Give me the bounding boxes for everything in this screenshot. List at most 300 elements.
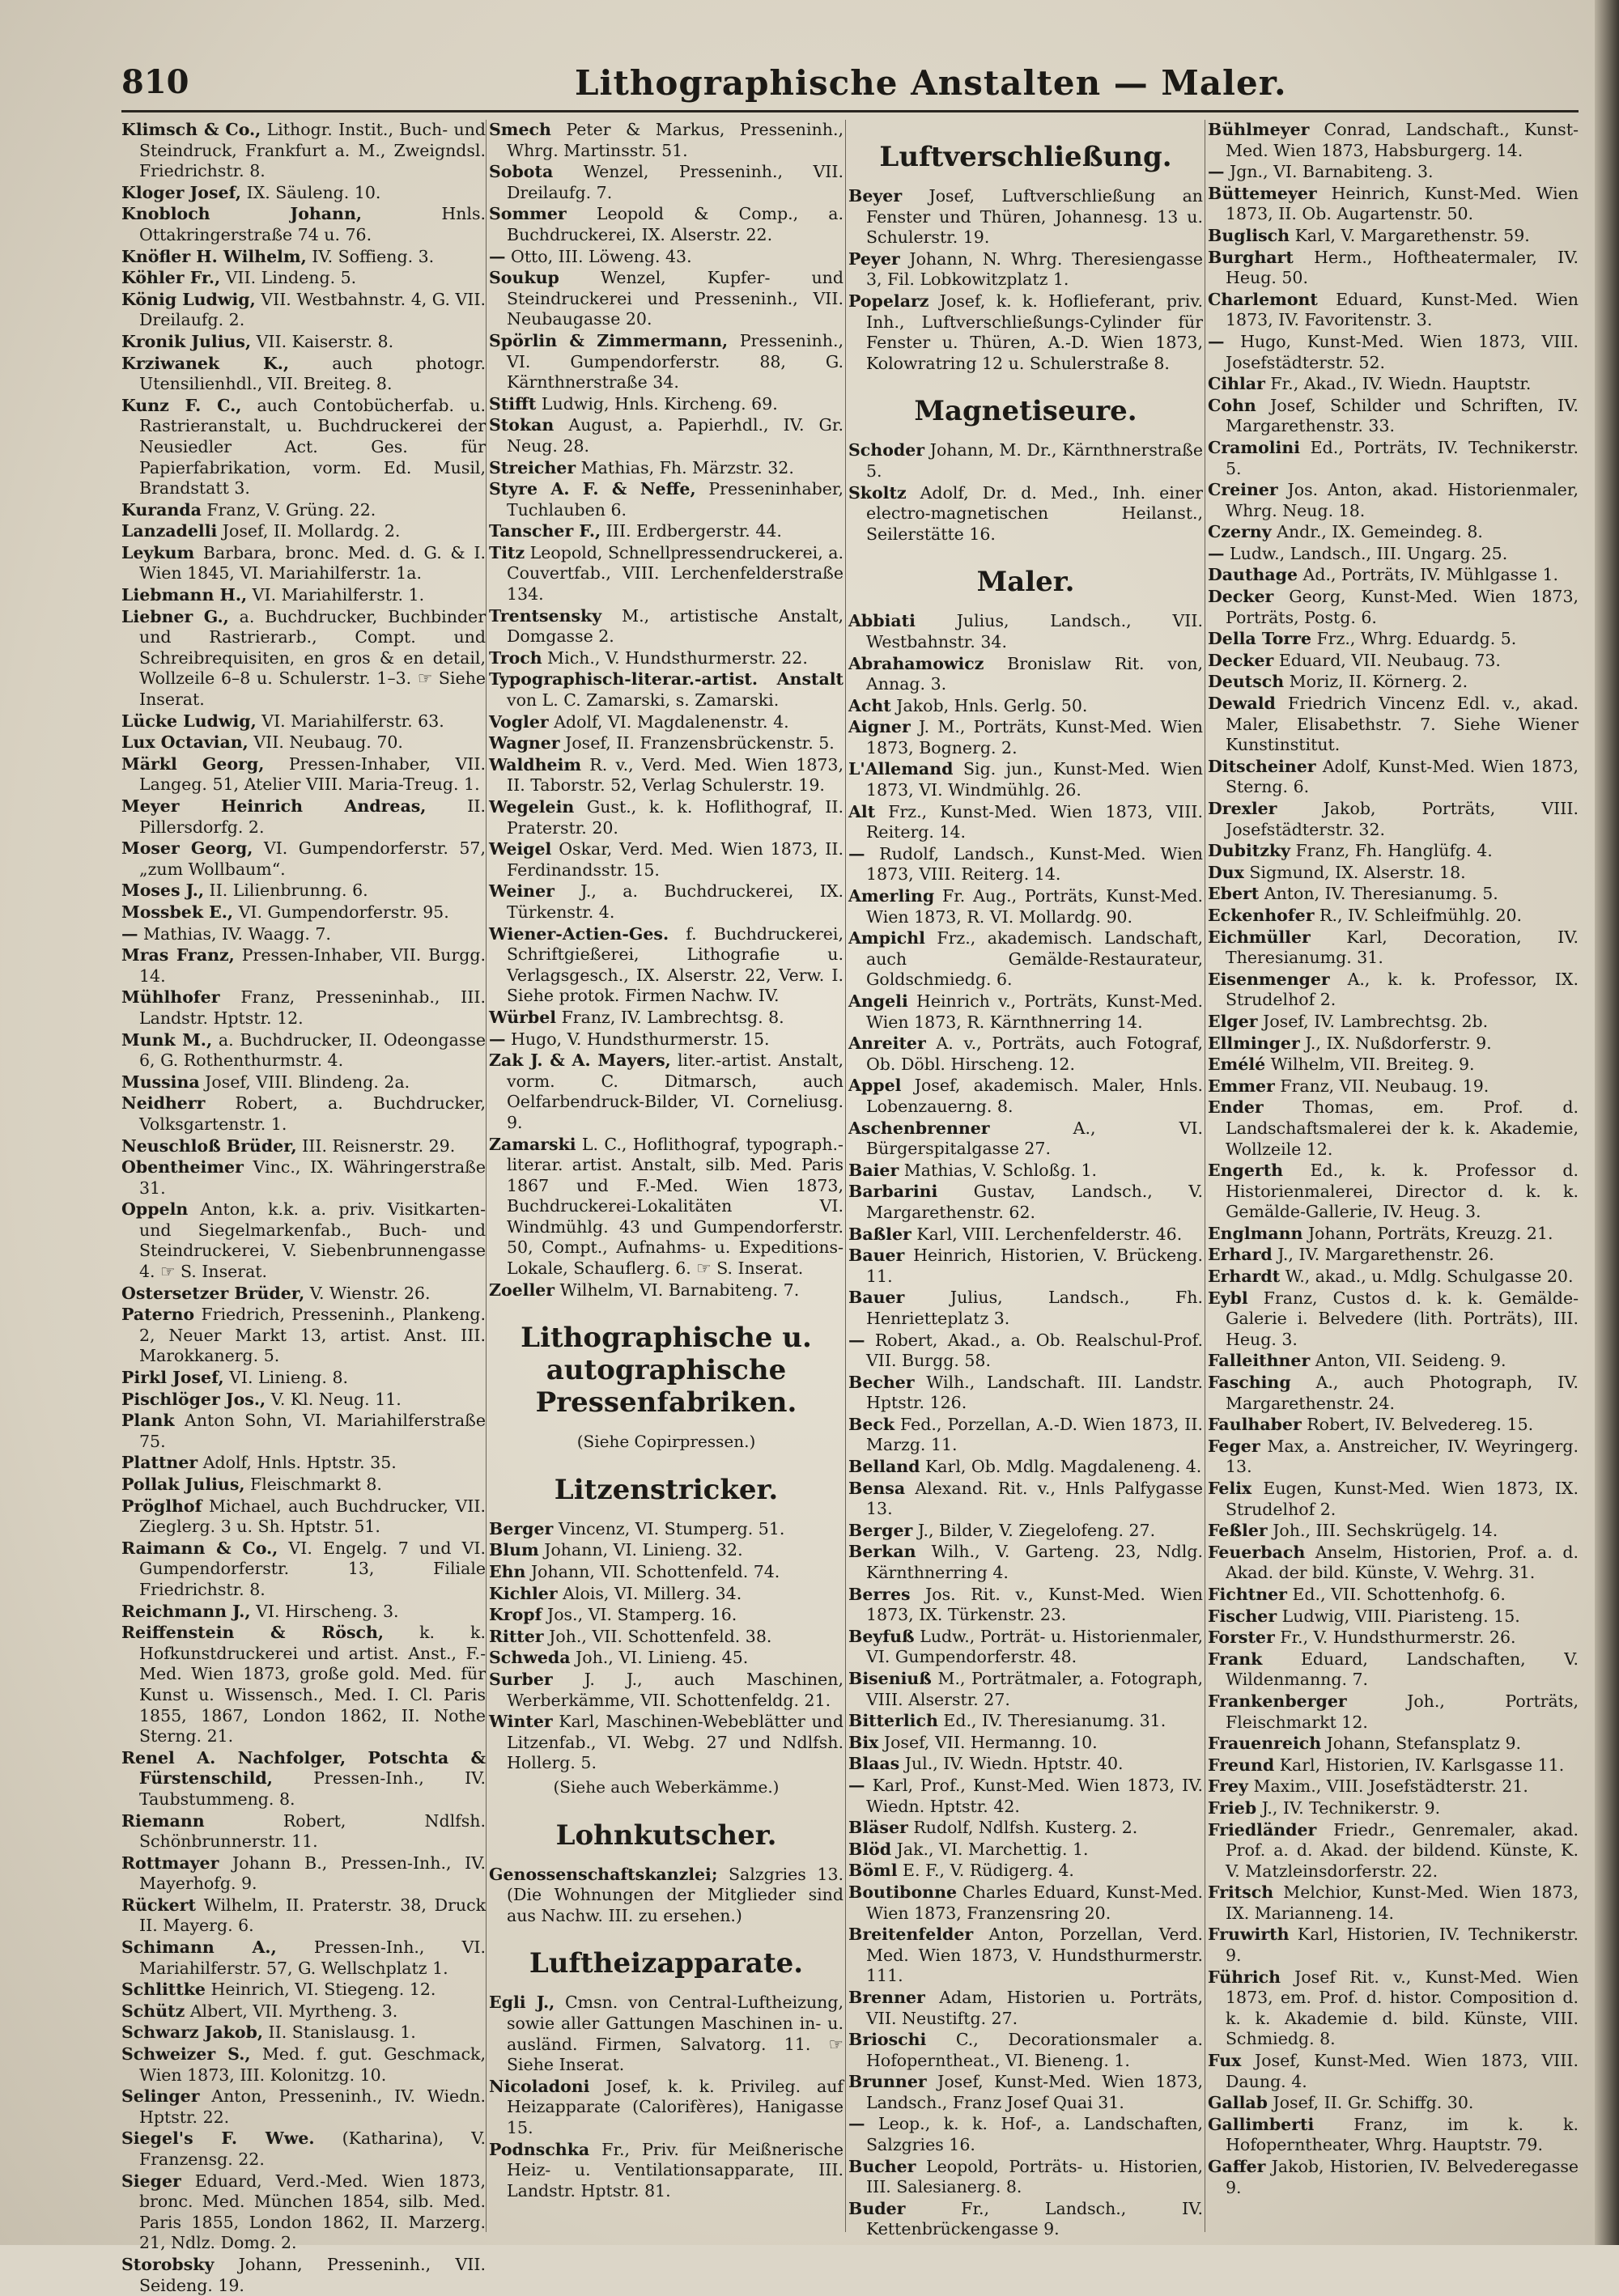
- entry-name: Frank: [1208, 1649, 1263, 1669]
- entry-details: Joh., VI. Linieng. 45.: [570, 1648, 749, 1668]
- entry-name: Bucher: [848, 2156, 916, 2176]
- entry-name: Weigel: [489, 839, 552, 859]
- entry-details: Fr., Landsch., IV. Kettenbrückengasse 9.: [866, 2198, 1203, 2239]
- directory-entry: [848, 802, 1203, 843]
- entry-name: Fischer: [1208, 1606, 1277, 1626]
- entry-details: Josef, IV. Lambrechtsg. 2b.: [1257, 1011, 1489, 1031]
- entry-details: Pressen-Inh., IV. Taubstummeng. 8.: [139, 1768, 486, 1809]
- entry-details: Jos. Anton, akad. Historienmaler, Whrg. Neug. 18.: [1226, 480, 1579, 520]
- entry-name: Trentsensky: [489, 605, 602, 626]
- entry-details: J., IV. Technikerstr. 9.: [1256, 1797, 1441, 1818]
- running-title: Lithographische Anstalten — Maler.: [575, 63, 1287, 103]
- entry-details: Melchior, Kunst-Med. Wien 1873, IX. Marianneng. 14.: [1226, 1882, 1579, 1923]
- section-title: Litzenstricker.: [554, 1473, 779, 1506]
- directory-entry: [121, 987, 486, 1029]
- entry-name: Mühlhofer: [121, 987, 220, 1008]
- entry-name: Angeli: [848, 991, 908, 1011]
- entry-details: Ad., Porträts, IV. Mühlgasse 1.: [1298, 565, 1559, 585]
- entry-details: Pressen-Inh., VI. Mariahilferstr. 57, G. Wellschplatz 1.: [139, 1937, 486, 1978]
- directory-entry: [121, 120, 486, 182]
- entry-details: Max, a. Anstreicher, IV. Weyringerg. 13.: [1226, 1436, 1579, 1477]
- entry-details: A., auch Photograph, IV. Margarethenstr. 24.: [1226, 1373, 1579, 1413]
- entry-name: Dauthage: [1208, 565, 1298, 585]
- section-title: Lithographische u. autographische Pressenfabriken.: [521, 1322, 812, 1420]
- entry-details: Frz., Kunst-Med. Wien 1873, VIII. Reiterg. 14.: [866, 801, 1203, 842]
- entry-name: Riemann: [121, 1810, 205, 1831]
- entry-name: Gallab: [1208, 2093, 1268, 2113]
- entry-details: IX. Säuleng. 10.: [241, 182, 381, 202]
- directory-entry: [489, 606, 843, 647]
- entry-details: J., a. Buchdruckerei, IX. Türkenstr. 4.: [507, 881, 843, 922]
- page-header: [121, 63, 1579, 112]
- entry-name: Dewald: [1208, 694, 1276, 714]
- entry-name: Beck: [848, 1414, 895, 1434]
- directory-entry: [489, 1050, 843, 1133]
- directory-entry: [1208, 651, 1579, 672]
- entry-details: Andr., IX. Gemeindeg. 8.: [1271, 522, 1483, 542]
- directory-entry: [848, 1733, 1203, 1754]
- directory-entry: [1208, 1437, 1579, 1478]
- entry-details: Josef, k. k. Privileg. auf Heizapparate (Calorifères), Hanigasse 15.: [507, 2076, 843, 2137]
- section-title: Luftheizapparate.: [529, 1947, 804, 1980]
- entry-name: Munk M.,: [121, 1029, 213, 1050]
- directory-entry: [848, 1988, 1203, 2029]
- entry-name: Dux: [1208, 862, 1244, 882]
- directory-entry: [121, 838, 486, 880]
- entry-name: Czerny: [1208, 522, 1272, 542]
- directory-entry: [848, 291, 1203, 374]
- directory-entry: [121, 607, 486, 711]
- directory-entry: [121, 2044, 486, 2086]
- directory-entry: [121, 1072, 486, 1093]
- entry-name: Rottmayer: [121, 1853, 219, 1873]
- entry-name: Faulhaber: [1208, 1415, 1302, 1435]
- directory-entry: [1208, 226, 1579, 247]
- entry-details: Thomas, em. Prof. d. Landschaftsmalerei der k. k. Akademie, Wollzeile 12.: [1226, 1097, 1579, 1159]
- entry-details: Ludw., Landsch., III. Ungarg. 25.: [1224, 543, 1508, 563]
- directory-entry: [848, 1669, 1203, 1710]
- entry-name: —: [848, 1330, 865, 1350]
- entry-details: VI. Linieng. 8.: [223, 1368, 349, 1388]
- section-title: Luftverschließung.: [879, 141, 1172, 173]
- entry-details: Barbara, bronc. Med. d. G. & I. Wien 1845, VI. Mariahilferstr. 1a.: [139, 542, 486, 584]
- entry-name: Bensa: [848, 1478, 906, 1498]
- entry-details: Vincenz, VI. Stumperg. 51.: [553, 1518, 785, 1538]
- directory-entry: [489, 1865, 843, 1927]
- directory-entry: [848, 1118, 1203, 1160]
- entry-details: Frz., Whrg. Eduardg. 5.: [1311, 629, 1517, 649]
- entry-name: Selinger: [121, 2086, 200, 2107]
- entry-details: VI. Mariahilferstr. 1.: [247, 585, 425, 605]
- entry-name: Tanscher F.,: [489, 521, 601, 541]
- directory-entry: [1208, 1351, 1579, 1372]
- directory-entry: [1208, 672, 1579, 693]
- entry-details: VII. Kaiserstr. 8.: [251, 331, 394, 351]
- entry-details: VI. Mariahilferstr. 63.: [256, 711, 444, 731]
- directory-entry: [489, 1280, 843, 1301]
- entry-name: Reiffenstein & Rösch,: [121, 1623, 385, 1643]
- entry-name: Egli J.,: [489, 1993, 555, 2013]
- directory-entry: [848, 2157, 1203, 2198]
- entry-name: Spörlin & Zimmermann,: [489, 330, 729, 350]
- entry-details: Eugen, Kunst-Med. Wien 1873, IX. Strudelhof 2.: [1226, 1479, 1579, 1519]
- entry-name: Lanzadelli: [121, 521, 218, 541]
- entry-details: Adolf, Hnls. Hptstr. 35.: [198, 1453, 397, 1473]
- directory-entry: [489, 1008, 843, 1029]
- entry-details: J. M., Porträts, Kunst-Med. Wien 1873, Bognerg. 2.: [866, 717, 1203, 758]
- entry-details: Friedr., Genremaler, akad. Prof. a. d. Akad. der bildend. Künste, K. V. Matzleinsdorferstr. 22.: [1226, 1819, 1579, 1881]
- directory-entry: [121, 1093, 486, 1135]
- entry-name: Popelarz: [848, 291, 929, 311]
- entry-details: Mathias, IV. Waagg. 7.: [138, 923, 331, 944]
- entry-details: Adolf, VI. Magdalenenstr. 4.: [548, 711, 789, 732]
- entry-details: Anton, Porzellan, Verd. Med. Wien 1873, V. Hundsthurmerstr. 111.: [866, 1925, 1203, 1986]
- directory-entry: [848, 2072, 1203, 2113]
- entry-details: Joh., III. Sechskrügelg. 14.: [1267, 1521, 1498, 1541]
- entry-details: Albert, VII. Myrtheng. 3.: [185, 2001, 398, 2021]
- entry-details: Jul., IV. Wiedn. Hptstr. 40.: [899, 1754, 1124, 1774]
- entry-details: VI. Engelg. 7 und VI. Gumpendorferstr. 13, Filiale Friedrichstr. 8.: [139, 1538, 487, 1599]
- entry-details: W., akad., u. Mdlg. Schulgasse 20.: [1280, 1267, 1574, 1287]
- directory-entry: [1208, 1097, 1579, 1160]
- entry-name: L'Allemand: [848, 759, 954, 779]
- entry-name: Frankenberger: [1208, 1691, 1347, 1711]
- directory-entry: [1208, 2115, 1579, 2156]
- entry-details: Karl, Ob. Mdlg. Magdaleneng. 4.: [920, 1457, 1202, 1477]
- directory-entry: [848, 1521, 1203, 1542]
- entry-name: Waldheim: [489, 754, 582, 775]
- entry-name: Bauer: [848, 1246, 905, 1266]
- entry-details: Anton, IV. Theresianumg. 5.: [1259, 884, 1498, 904]
- entry-name: Della Torre: [1208, 629, 1312, 649]
- entry-name: Bitterlich: [848, 1711, 938, 1731]
- entry-name: Belland: [848, 1457, 920, 1477]
- page-number: 810: [121, 63, 189, 101]
- entry-name: Podnschka: [489, 2139, 590, 2159]
- directory-entry: [489, 331, 843, 393]
- directory-entry: [121, 732, 486, 753]
- entry-details: Leopold, Schnellpressendruckerei, a. Couvertfab., VIII. Lerchenfelderstraße 134.: [507, 542, 843, 605]
- entry-name: Skoltz: [848, 482, 907, 503]
- entry-details: von L. C. Zamarski, s. Zamarski.: [507, 690, 780, 711]
- entry-details: Presseninhaber, Tuchlauben 6.: [507, 479, 843, 520]
- entry-details: R., IV. Schleifmühlg. 20.: [1314, 905, 1523, 925]
- entry-details: J., IV. Margarethenstr. 26.: [1272, 1245, 1494, 1265]
- directory-entry: [1208, 120, 1579, 161]
- entry-name: Breitenfelder: [848, 1925, 974, 1945]
- entry-details: Josef, Schilder und Schriften, IV. Margarethenstr. 33.: [1226, 395, 1579, 436]
- directory-entry: [848, 717, 1203, 758]
- entry-name: Neuschloß Brüder,: [121, 1135, 297, 1156]
- directory-entry: [1208, 1585, 1579, 1606]
- entry-details: Adolf, Kunst-Med. Wien 1873, Sterng. 6.: [1226, 756, 1579, 797]
- entry-details: Hugo, Kunst-Med. Wien 1873, VIII. Josefstädterstr. 52.: [1224, 331, 1579, 372]
- entry-name: Lücke Ludwig,: [121, 711, 257, 731]
- entry-details: Leop., k. k. Hof-, a. Landschaften, Salzgries 16.: [865, 2114, 1203, 2155]
- entry-name: Leykum: [121, 542, 195, 562]
- directory-entry: [121, 1602, 486, 1623]
- entry-name: Plattner: [121, 1453, 198, 1473]
- entry-details: a. Buchdrucker, II. Odeongasse 6, G. Rothenthurmstr. 4.: [139, 1029, 486, 1071]
- entry-name: Erhard: [1208, 1245, 1273, 1265]
- entry-name: König Ludwig,: [121, 289, 256, 309]
- entry-name: Feßler: [1208, 1521, 1268, 1541]
- directory-entry: [121, 1748, 486, 1810]
- entry-name: Forster: [1208, 1628, 1275, 1648]
- entry-name: Surber: [489, 1670, 553, 1689]
- entry-details: II. Lilienbrunng. 6.: [204, 881, 368, 901]
- entry-name: Knobloch Johann,: [121, 204, 363, 224]
- entry-name: Pirkl Josef,: [121, 1368, 224, 1388]
- directory-entry: [489, 1540, 843, 1561]
- entry-details: auch Contobücherfab. u. Rastrieranstalt, u. Buchdruckerei der Neusiedler Act. Ges. für Papierfabrikation, vorm. Ed. Musil, Brandstatt 3.: [139, 395, 487, 499]
- entry-name: Burghart: [1208, 247, 1294, 267]
- entry-details: Lithogr. Instit., Buch- und Steindruck, Frankfurt a. M., Zweigndsl. Friedrichstr. 8.: [139, 120, 486, 181]
- entry-name: Freund: [1208, 1755, 1275, 1775]
- directory-entry: [489, 733, 843, 754]
- entry-details: V. Kl. Neug. 11.: [266, 1389, 402, 1409]
- entry-name: Buglisch: [1208, 225, 1290, 245]
- entry-details: (Katharina), V. Franzensg. 22.: [139, 2128, 487, 2169]
- directory-entry: [121, 2086, 486, 2128]
- entry-details: Robert, a. Buchdrucker, Volksgartenstr. 1.: [139, 1093, 486, 1134]
- entry-name: Frieb: [1208, 1797, 1257, 1818]
- entry-details: Josef, Kunst-Med. Wien 1873, VIII. Daung. 4.: [1226, 2051, 1579, 2091]
- entry-details: Josef, VII. Hermanng. 10.: [878, 1732, 1098, 1752]
- directory-entry: [848, 1330, 1203, 1372]
- entry-name: Blöd: [848, 1839, 892, 1859]
- directory-entry: [121, 881, 486, 902]
- directory-entry: [121, 1538, 486, 1601]
- entry-name: Stifft: [489, 393, 537, 414]
- directory-entry: [121, 1136, 486, 1157]
- directory-entry: [489, 1712, 843, 1774]
- directory-entry: [848, 1224, 1203, 1246]
- entry-name: Schwarz Jakob,: [121, 2022, 264, 2043]
- entry-details: Johann, VI. Linieng. 32.: [538, 1540, 743, 1560]
- directory-entry: [121, 1368, 486, 1389]
- entry-name: Deutsch: [1208, 672, 1285, 692]
- entry-name: Kichler: [489, 1583, 558, 1603]
- entry-details: VI. Gumpendorferstr. 95.: [233, 902, 449, 922]
- entry-details: Fleischmarkt 8.: [244, 1475, 382, 1494]
- directory-entry: [489, 1993, 843, 2075]
- entry-name: Märkl Georg,: [121, 753, 265, 774]
- entry-details: VI. Hirscheng. 3.: [250, 1601, 399, 1621]
- entry-details: Jgn., VI. Barnabiteng. 3.: [1224, 162, 1434, 182]
- entry-details: Frz., akademisch. Landschaft, auch Gemälde-Restaurateur, Goldschmiedg. 6.: [866, 928, 1203, 990]
- directory-entry: [489, 1584, 843, 1605]
- directory-entry: [1208, 1691, 1579, 1733]
- directory-entry: [848, 759, 1203, 800]
- entry-details: Fr., Akad., IV. Wiedn. Hauptstr.: [1264, 374, 1532, 394]
- entry-name: Storobsky: [121, 2254, 215, 2274]
- directory-entry: [489, 1627, 843, 1648]
- section-title: Maler.: [976, 566, 1075, 599]
- entry-name: Klimsch & Co.,: [121, 120, 261, 139]
- entry-details: Wilhelm, VI. Barnabiteng. 7.: [555, 1280, 800, 1300]
- entry-name: Erhardt: [1208, 1267, 1281, 1287]
- entry-name: Soukup: [489, 268, 559, 288]
- entry-name: Ellminger: [1208, 1033, 1300, 1053]
- entry-details: Robert, IV. Belvedereg. 15.: [1301, 1415, 1534, 1435]
- directory-entry: [1208, 863, 1579, 884]
- directory-entry: [121, 332, 486, 353]
- entry-name: Genossenschaftskanzlei;: [489, 1864, 718, 1884]
- entry-name: Ender: [1208, 1097, 1264, 1118]
- entry-name: Bühlmeyer: [1208, 120, 1310, 139]
- entry-name: Schütz: [121, 2001, 185, 2021]
- entry-details: Johann, VII. Schottenfeld. 74.: [525, 1562, 780, 1582]
- entry-name: Feger: [1208, 1436, 1260, 1456]
- entry-details: Karl, Prof., Kunst-Med. Wien 1873, IV. Wiedn. Hptstr. 42.: [865, 1775, 1203, 1816]
- directory-entry: [489, 839, 843, 881]
- entry-details: Jakob, Hnls. Gerlg. 50.: [890, 695, 1088, 715]
- directory-entry: [121, 2022, 486, 2043]
- directory-entry: [1208, 1776, 1579, 1797]
- directory-entry: [1208, 1734, 1579, 1755]
- entry-name: Berres: [848, 1584, 911, 1604]
- entry-details: Josef, Kunst-Med. Wien 1873, Landsch., Franz Josef Quai 31.: [866, 2072, 1203, 2112]
- entry-name: Kropf: [489, 1605, 542, 1625]
- entry-name: Eichmüller: [1208, 927, 1311, 947]
- directory-entry: [848, 1161, 1203, 1182]
- entry-details: Josef, II. Mollardg. 2.: [217, 521, 401, 541]
- directory-entry: [121, 204, 486, 245]
- directory-entry: [848, 886, 1203, 927]
- entry-name: Fasching: [1208, 1373, 1291, 1393]
- entry-name: Kloger Josef,: [121, 182, 242, 202]
- directory-entry: [121, 796, 486, 838]
- entry-details: Johann, Presseninh., VII. Seideng. 19.: [139, 2254, 486, 2295]
- entry-name: Buder: [848, 2198, 906, 2218]
- entry-name: Fichtner: [1208, 1584, 1287, 1604]
- directory-entry: [121, 500, 486, 521]
- directory-entry: [121, 290, 486, 331]
- directory-entry: [121, 754, 486, 796]
- entry-details: Jakob, Historien, IV. Belvederegasse 9.: [1226, 2157, 1579, 2197]
- entry-details: Johann, M. Dr., Kärnthnerstraße 5.: [866, 440, 1203, 481]
- entry-details: Julius, Landsch., Fh. Henrietteplatz 3.: [866, 1288, 1203, 1328]
- directory-entry: [121, 183, 486, 204]
- entry-details: Josef, k. k. Hoflieferant, priv. Inh., Luftverschließungs-Cylinder für Fenster u. Thüren, A.-D. Wien 1873, Kolowratring 12 u. Schulerstraße 8.: [866, 291, 1203, 373]
- entry-name: Vogler: [489, 711, 549, 732]
- entry-name: Abbiati: [848, 611, 916, 631]
- entry-details: III. Erdbergerstr. 44.: [601, 521, 782, 541]
- directory-entry: [489, 120, 843, 161]
- directory-entry: [1208, 1882, 1579, 1924]
- entry-name: Neidherr: [121, 1093, 206, 1114]
- entry-details: Franz, VII. Neubaug. 19.: [1274, 1076, 1489, 1096]
- directory-entry: [848, 1457, 1203, 1478]
- section-title: Magnetiseure.: [914, 395, 1137, 428]
- entry-name: Bauer: [848, 1288, 905, 1308]
- entry-details: Wenzel, Kupfer- und Steindruckerei und Presseninh., VII. Neubaugasse 20.: [507, 268, 843, 329]
- directory-entry: [1208, 694, 1579, 756]
- entry-name: Gallimberti: [1208, 2114, 1315, 2134]
- entry-name: Acht: [848, 695, 891, 715]
- entry-details: Vinc., IX. Währingerstraße 31.: [139, 1157, 486, 1198]
- directory-entry: [1208, 290, 1579, 331]
- entry-details: Franz, Presseninhab., III. Landstr. Hptstr. 12.: [139, 987, 486, 1028]
- entry-details: Karl, Maschinen-Webeblätter und Litzenfab., VI. Webg. 27 und Ndlfsh. Hollerg. 5.: [507, 1712, 843, 1773]
- entry-name: Mussina: [121, 1072, 200, 1092]
- directory-entry: [1208, 757, 1579, 798]
- entry-name: Emélé: [1208, 1055, 1266, 1075]
- section-note: (Siehe auch Weberkämme.): [553, 1776, 780, 1797]
- directory-entry: [1208, 799, 1579, 840]
- directory-entry: [848, 1033, 1203, 1075]
- directory-entry: [121, 1937, 486, 1979]
- directory-entry: [121, 268, 486, 289]
- entry-name: Stokan: [489, 415, 555, 435]
- entry-details: Robert, Akad., a. Ob. Realschul-Prof. VII. Burgg. 58.: [865, 1330, 1203, 1371]
- directory-entry: [1208, 1479, 1579, 1520]
- directory-entry: [1208, 565, 1579, 586]
- directory-entry: [489, 204, 843, 245]
- entry-name: Führich: [1208, 1967, 1281, 1987]
- entry-details: Hnls. Ottakringerstraße 74 u. 76.: [139, 204, 486, 244]
- entry-details: E. F., V. Rüdigerg. 4.: [897, 1861, 1074, 1881]
- directory-entry: [1208, 1224, 1579, 1245]
- entry-details: Franz, im k. k. Hofoperntheater, Whrg. Hauptstr. 79.: [1226, 2114, 1579, 2155]
- entry-details: Johann, Stefansplatz 9.: [1321, 1734, 1522, 1754]
- entry-name: Baier: [848, 1160, 899, 1180]
- directory-entry: [1208, 884, 1579, 905]
- entry-name: Zamarski: [489, 1134, 576, 1154]
- entry-name: —: [848, 2114, 865, 2134]
- entry-name: Ritter: [489, 1626, 544, 1646]
- directory-entry: [848, 991, 1203, 1033]
- entry-name: Becher: [848, 1372, 915, 1392]
- entry-name: Oppeln: [121, 1199, 189, 1220]
- directory-entry: [848, 1861, 1203, 1882]
- entry-details: Fr., V. Hundsthurmerstr. 26.: [1274, 1628, 1516, 1648]
- directory-entry: [1208, 1288, 1579, 1351]
- entry-name: Amerling: [848, 886, 935, 906]
- directory-entry: [121, 1980, 486, 2001]
- entry-name: Schweda: [489, 1648, 571, 1668]
- entry-name: Meyer Heinrich Andreas,: [121, 796, 427, 816]
- entry-details: Anton Sohn, VI. Mariahilferstraße 75.: [139, 1411, 486, 1451]
- directory-entry: [121, 1496, 486, 1538]
- entry-details: Mathias, Fh. Märzstr. 32.: [576, 457, 794, 477]
- entry-name: Biseniuß: [848, 1669, 932, 1688]
- directory-entry: [848, 186, 1203, 248]
- directory-entry: [1208, 248, 1579, 289]
- entry-name: Fritsch: [1208, 1882, 1274, 1903]
- entry-name: Paterno: [121, 1305, 195, 1325]
- directory-entry: [1208, 1628, 1579, 1649]
- entry-name: Englmann: [1208, 1223, 1303, 1243]
- entry-details: a. Buchdrucker, Buchbinder und Rastrierarb., Compt. und Schreibrequisiten, en gros & en detail, Wollzeile 6–8 u. Schulerstr. 1–3. ☞ Siehe Inserat.: [139, 606, 486, 710]
- directory-entry: [1208, 374, 1579, 395]
- entry-details: Ed., Porträts, IV. Technikerstr. 5.: [1226, 437, 1579, 478]
- entry-details: Franz, Custos d. k. k. Gemälde-Galerie i. Belvedere (lith. Porträts), III. Heug. 3.: [1226, 1288, 1579, 1349]
- directory-entry: [848, 1288, 1203, 1329]
- entry-name: Felix: [1208, 1479, 1252, 1498]
- entry-details: Heinrich, VI. Stiegeng. 12.: [205, 1980, 436, 2000]
- entry-name: Decker: [1208, 650, 1274, 670]
- entry-name: Pischlöger Jos.,: [121, 1389, 266, 1409]
- entry-details: Adolf, Dr. d. Med., Inh. einer electro-magnetischen Heilanst., Seilerstätte 16.: [866, 482, 1203, 544]
- entry-details: Josef Rit. v., Kunst-Med. Wien 1873, em. Prof. d. histor. Composition d. k. k. Akademie d. bild. Künste, VIII. Schmiedg. 8.: [1226, 1967, 1579, 2049]
- entry-details: Friedrich Vincenz Edl. v., akad. Maler, Elisabethstr. 7. Siehe Wiener Kunstinstitut.: [1226, 694, 1579, 755]
- entry-details: Adam, Historien u. Porträts, VII. Neustiftg. 27.: [866, 1987, 1203, 2028]
- entry-name: Ampichl: [848, 928, 925, 949]
- entry-name: Böml: [848, 1861, 898, 1881]
- page-spine-shadow: [1595, 0, 1619, 2245]
